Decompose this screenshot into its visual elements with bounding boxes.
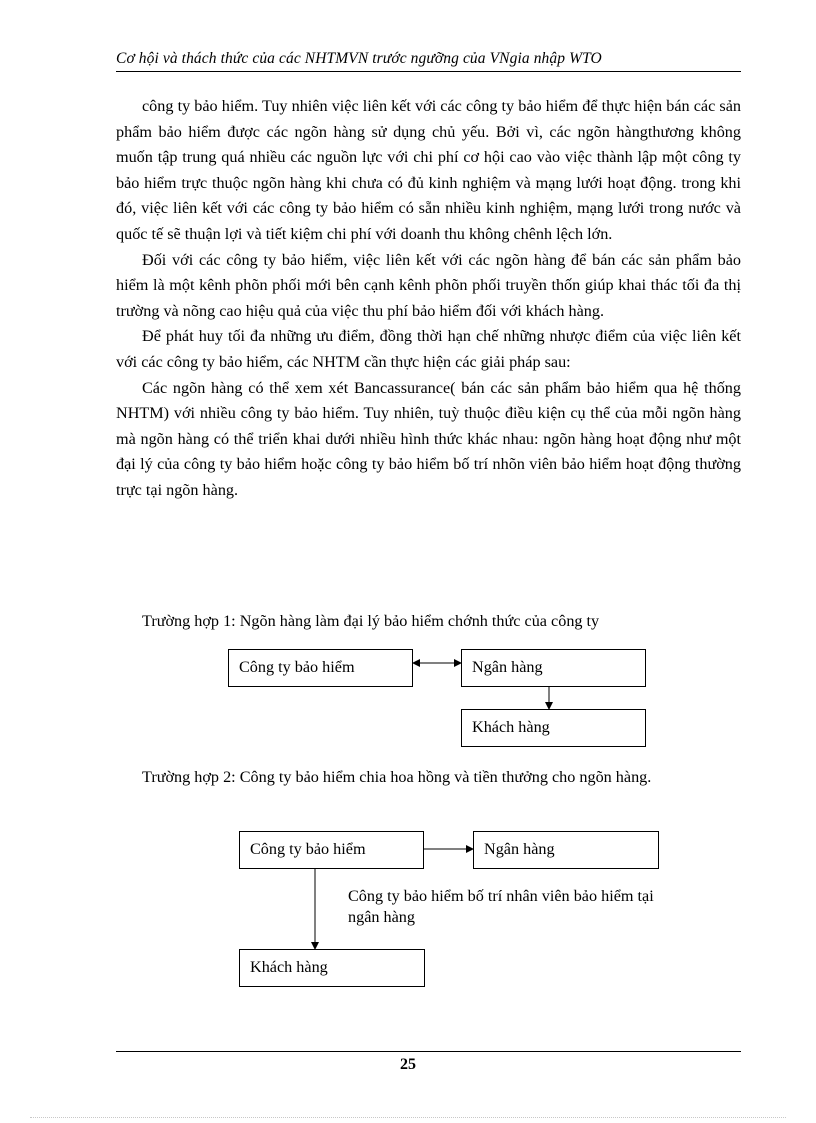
case2-box-bank: Ngân hàng [473,831,659,869]
footer-rule [116,1051,741,1052]
case1-box-customer: Khách hàng [461,709,646,747]
paragraph-2: Đối với các công ty bảo hiểm, việc liên kết với các ngõn hàng để bán các sản phẩm bảo hiểm là một kênh phõn phối mới bên cạnh kênh phõn phối truyền thốn giúp khai thác tối đa thị trường và nõng cao hiệu quả của việc thu phí bảo hiểm đối với khách hàng. [116,250,741,320]
case2-label: Trường hợp 2: Công ty bảo hiểm chia hoa hồng và tiền thưởng cho ngõn hàng. [142,768,652,786]
case1-box-bank: Ngân hàng [461,649,646,687]
case2-box-customer: Khách hàng [239,949,425,987]
page-edge-dots [30,1117,786,1118]
paragraph-4: Các ngõn hàng có thể xem xét Bancassurance( bán các sản phẩm bảo hiểm qua hệ thống NHTM) với nhiều công ty bảo hiểm. Tuy nhiên, tuỳ thuộc điều kiện cụ thể của mỗi ngõn hàng mà ngõn hàng có thể triển khai dưới nhiều hình thức khác nhau: ngõn hàng hoạt động như một đại lý của công ty bảo hiểm hoặc công ty bảo hiểm bố trí nhõn viên bảo hiểm hoạt động thường trực tại ngõn hàng. [116,378,741,499]
case2-note: Công ty bảo hiểm bố trí nhân viên bảo hiểm tại ngân hàng [348,887,654,926]
paragraph-3: Để phát huy tối đa những ưu điểm, đồng thời hạn chế những nhược điểm của việc liên kết với các công ty bảo hiểm, các NHTM cần thực hiện các giải pháp sau: [116,327,741,371]
case1-box-insurer: Công ty bảo hiểm [228,649,413,687]
page-number: 25 [400,1056,416,1073]
case1-label: Trường hợp 1: Ngõn hàng làm đại lý bảo hiểm chớnh thức của công ty [142,612,600,630]
running-header: Cơ hội và thách thức của các NHTMVN trước ngưỡng của VNgia nhập WTO [116,50,602,67]
paragraph-1: công ty bảo hiểm. Tuy nhiên việc liên kết với các công ty bảo hiểm để thực hiện bán các sản phẩm bảo hiểm được các ngõn hàng sử dụng chủ yếu. Bởi vì, các ngõn hàngthương không muốn tập trung quá nhiều các nguồn lực với chi phí cơ hội cao vào việc thành lập một công ty bảo hiểm trực thuộc ngõn hàng khi chưa có đủ kinh nghiệm và mạng lưới hoạt động. trong khi đó, việc liên kết với các công ty bảo hiểm có sẵn nhiều kinh nghiệm, mạng lưới trong nước và quốc tế sẽ thuận lợi và tiết kiệm chi phí với doanh thu không chênh lệch lớn. [116,97,741,243]
case2-box-insurer: Công ty bảo hiểm [239,831,424,869]
